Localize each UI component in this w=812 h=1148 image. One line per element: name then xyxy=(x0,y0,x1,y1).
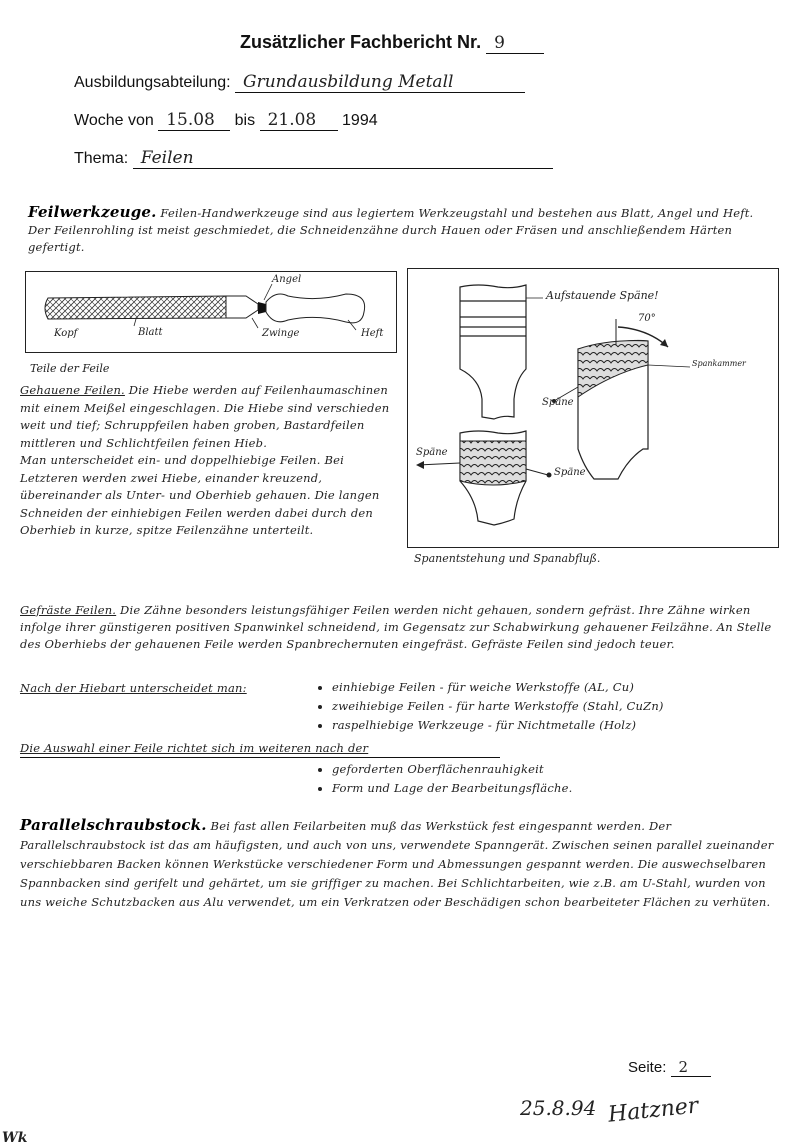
week-from-field xyxy=(158,110,230,131)
auswahl-item: • geforderten Oberflächenrauhigkeit xyxy=(332,760,802,779)
file-diagram-caption: Teile der Feile xyxy=(30,362,110,375)
page-label: Seite: xyxy=(628,1059,667,1076)
topic-label: Thema: xyxy=(74,150,129,167)
week-label: Woche von xyxy=(74,112,154,129)
report-number-field xyxy=(486,32,544,54)
intro-paragraph xyxy=(28,204,778,256)
week-to-label: bis xyxy=(234,112,256,129)
auswahl-heading-text: Die Auswahl einer Feile richtet sich im weiteren nach der xyxy=(20,741,369,755)
report-title xyxy=(240,32,544,54)
label-aufstauung: Aufstauende Späne! xyxy=(546,289,659,302)
file-diagram xyxy=(26,272,396,352)
week-to-field xyxy=(260,110,338,131)
department-value: Grundausbildung Metall xyxy=(243,72,454,92)
chip-diagram xyxy=(408,269,778,547)
tooth-crossed xyxy=(416,431,552,525)
label-spankammer: Spankammer xyxy=(692,359,746,368)
file-diagram-frame xyxy=(25,271,397,353)
intro-heading: Feilwerkzeuge. xyxy=(28,203,157,221)
page-number: 2 xyxy=(678,1058,689,1076)
hiebart-item: • einhiebige Feilen - für weiche Werkstoffe (AL, Cu) xyxy=(332,678,802,697)
file-ferrule xyxy=(258,302,266,314)
label-heft: Heft xyxy=(361,328,384,339)
auswahl-list xyxy=(318,760,802,798)
auswahl-item: • Form und Lage der Bearbeitungsfläche. xyxy=(332,779,802,798)
signature: Hatzner xyxy=(606,1093,700,1128)
tooth-straight xyxy=(460,285,543,419)
label-kopf: Kopf xyxy=(54,328,78,339)
gefraeste-heading: Gefräste Feilen. xyxy=(20,603,117,617)
topic-field xyxy=(133,148,553,169)
corner-mark: Wk xyxy=(2,1130,28,1146)
file-blade xyxy=(45,296,226,319)
report-title-label: Zusätzlicher Fachbericht Nr. xyxy=(240,32,482,52)
report-number: 9 xyxy=(494,33,505,53)
week-row xyxy=(74,110,378,131)
gehauene-text-1: Die Hiebe werden auf Feilenhaumaschinen mit einem Meißel eingeschlagen. Die Hiebe sind verschieden weit und tief; Schruppfeilen haben groben, Bastardfeilen mittleren und Schlichtfeilen feinen Hieb. xyxy=(20,383,390,450)
hiebart-heading-text: Nach der Hiebart unterscheidet man: xyxy=(20,681,247,695)
chip-diagram-frame xyxy=(407,268,779,548)
gefraeste-text: Die Zähne besonders leistungsfähiger Feilen werden nicht gehauen, sondern gefräst. Ihre Zähne wirken infolge ihrer günstigeren positiven Spanwinkel schneidend, im Gegensatz zur Schabwirkung gehauener Feilzähne. An Stelle des Oberhiebs der gehauenen Feile werden Spanbrechernuten eingefräst. Gefräste Feilen sind jedoch teuer. xyxy=(20,603,772,651)
schraubstock-text: Bei fast allen Feilarbeiten muß das Werkstück fest eingespannt werden. Der Parallelschraubstock ist das am häufigsten, und auch von uns, verwendete Spanngerät. Zwischen seinen parallel zueinander verschiebbaren Backen können Werkstücke verschiedener Form und Abmessungen gespannt werden. Die auswechselbaren Spannbacken sind gerifelt und gehärtet, um sie griffiger zu machen. Bei Schlichtarbeiten, wie z.B. am U-Stahl, wurden von uns weiche Schutzbacken aus Alu verwendet, um ein Verkratzen oder Beschädigen schon bearbeiteter Flächen zu verhüten. xyxy=(20,819,774,909)
label-blatt: Blatt xyxy=(138,327,163,338)
page-row xyxy=(628,1058,711,1077)
intro-text: Feilen-Handwerkzeuge sind aus legiertem Werkzeugstahl und bestehen aus Blatt, Angel und Heft. Der Feilenrohling ist meist geschmiedet, die Schneidenzähne durch Hauen oder Fräsen und anschließendem Härten gefertigt. xyxy=(28,206,754,254)
label-spaene-1: Späne xyxy=(542,397,574,408)
auswahl-heading xyxy=(20,740,500,758)
department-label: Ausbildungsabteilung: xyxy=(74,74,231,91)
year: 1994 xyxy=(342,112,378,129)
topic-row xyxy=(74,148,553,169)
gehauene-section xyxy=(20,382,400,540)
department-row xyxy=(74,72,525,93)
file-handle xyxy=(266,294,365,323)
hiebart-item: • zweihiebige Feilen - für harte Werkstoffe (Stahl, CuZn) xyxy=(332,697,802,716)
week-from: 15.08 xyxy=(166,110,215,130)
hiebart-item: • raspelhiebige Werkzeuge - für Nichtmetalle (Holz) xyxy=(332,716,802,735)
chip-diagram-caption: Spanentstehung und Spanabfluß. xyxy=(414,552,601,565)
page-field xyxy=(671,1058,711,1077)
topic-value: Feilen xyxy=(140,148,194,168)
gefraeste-section xyxy=(20,602,790,653)
hiebart-heading xyxy=(20,680,320,697)
hiebart-list xyxy=(318,678,802,735)
label-angel: Angel xyxy=(272,274,302,285)
gehauene-text-2: Man unterscheidet ein- und doppelhiebige Feilen. Bei Letzteren werden zwei Hiebe, einander kreuzend, übereinander als Unter- und Oberhieb gehauen. Die langen Schneiden der einhiebigen Feilen werden dabei durch den Oberhieb in kurze, spitze Feilenzähne unterteilt. xyxy=(20,453,380,537)
week-to: 21.08 xyxy=(267,110,317,130)
schraubstock-section xyxy=(20,816,790,912)
label-spaene-left: Späne xyxy=(416,447,448,458)
file-tang xyxy=(226,296,258,318)
date-signed: 25.8.94 xyxy=(520,1096,597,1120)
department-field xyxy=(235,72,525,93)
label-spaene-right: Späne xyxy=(554,467,586,478)
gehauene-heading: Gehauene Feilen. xyxy=(20,383,125,397)
schraubstock-heading: Parallelschraubstock. xyxy=(20,816,207,834)
label-angle: 70° xyxy=(638,313,656,324)
label-zwinge: Zwinge xyxy=(262,328,300,339)
